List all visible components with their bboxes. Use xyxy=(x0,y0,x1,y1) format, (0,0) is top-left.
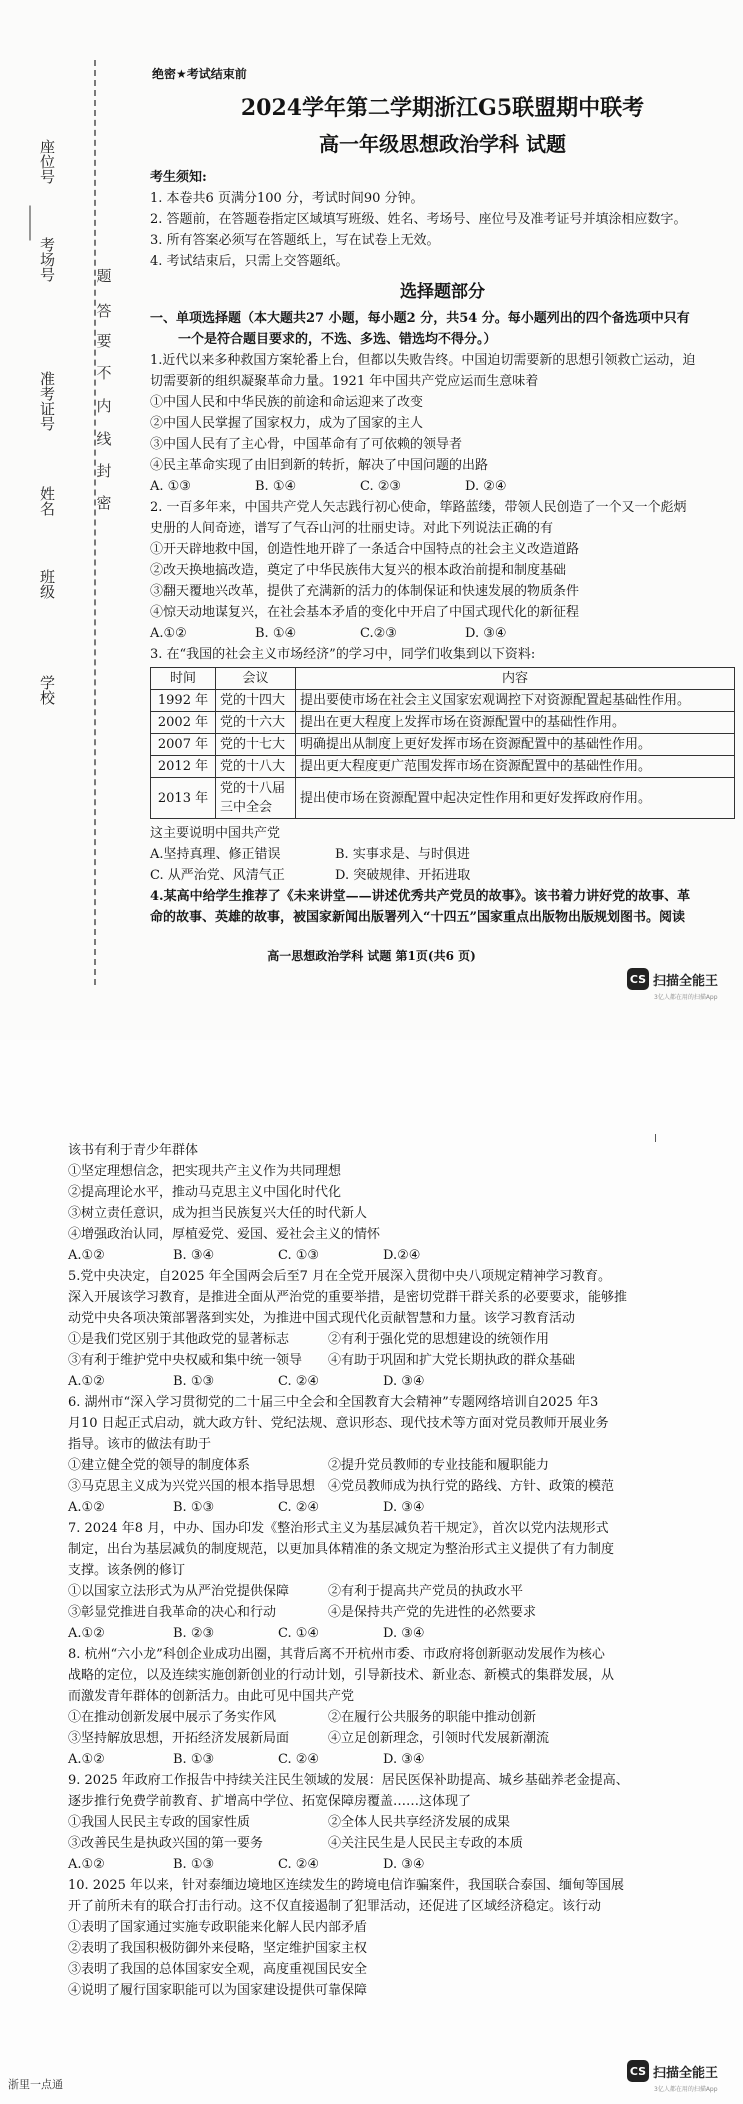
option-a: A.①② xyxy=(68,1374,105,1389)
statement-item: ①表明了国家通过实施专政职能来化解人民内部矛盾 xyxy=(68,1920,368,1935)
question-stem: 开了前所未有的联合打击行动。这不仅直接遏制了犯罪活动，还促进了区域经济稳定。该行动 xyxy=(68,1899,602,1914)
cell-meeting: 党的十八大 xyxy=(216,756,296,778)
cell-year: 2012 年 xyxy=(151,756,216,778)
statement-pair xyxy=(68,1350,668,1371)
question-stem: 逐步推行免费学前教育、扩增高中学位、拓宽保障房覆盖……这体现了 xyxy=(68,1794,472,1809)
statement-item: ②有利于提高共产党员的执政水平 xyxy=(328,1584,524,1599)
statement-item: ①我国人民民主专政的国家性质 xyxy=(68,1815,251,1830)
cell-year: 1992 年 xyxy=(151,690,216,712)
question-stem: 命的故事、英雄的故事，被国家新闻出版署列入“十四五”国家重点出版物出版规划图书。阅读 xyxy=(150,910,685,925)
statement-item: ③改善民生是执政兴国的第一要务 xyxy=(68,1836,264,1851)
statement-item: ②全体人民共享经济发展的成果 xyxy=(328,1815,511,1830)
statement-item: ④是保持共产党的先进性的必然要求 xyxy=(328,1605,537,1620)
question-stem: 该书有利于青少年群体 xyxy=(68,1143,199,1158)
statement-pair xyxy=(68,1455,668,1476)
question-stem: 战略的定位，以及连续实施创新创业的行动计划，引导新技术、新业态、新模式的集群发展，从 xyxy=(68,1668,615,1683)
page1-content xyxy=(150,64,735,928)
header-content: 内容 xyxy=(296,668,735,690)
statement-item: ③彰显党推进自我革命的决心和行动 xyxy=(68,1605,277,1620)
cell-content: 明确提出从制度上更好发挥市场在资源配置中的基础性作用。 xyxy=(296,734,735,756)
note-item: 1. 本卷共6 页满分100 分，考试时间90 分钟。 xyxy=(150,191,424,206)
school-label: 学校 xyxy=(40,674,56,707)
statement-item: ②有利于强化党的思想建设的统领作用 xyxy=(328,1332,550,1347)
ticket-number-label: 准考证号 xyxy=(40,370,56,433)
table-row xyxy=(151,756,735,778)
header-meeting: 会议 xyxy=(216,668,296,690)
option-a: A.①② xyxy=(68,1857,105,1872)
statement-item: ③树立责任意识，成为担当民族复兴大任的时代新人 xyxy=(68,1206,368,1221)
statement-item: ③中国人民有了主心骨，中国革命有了可依赖的领导者 xyxy=(150,437,463,452)
seal-char: 密 xyxy=(96,494,112,512)
table-row xyxy=(151,712,735,734)
statement-item: ③翻天覆地兴改革，提供了充满新的活力的体制保证和快速发展的物质条件 xyxy=(150,584,580,599)
option-d: D. ③④ xyxy=(383,1500,425,1515)
question-stem: 这主要说明中国共产党 xyxy=(150,826,281,841)
class-label: 班级 xyxy=(40,568,56,601)
option-a: A.①② xyxy=(68,1248,105,1263)
instruction-line: 一个是符合题目要求的，不选、多选、错选均不得分。） xyxy=(178,332,497,347)
exam-page-1 xyxy=(0,0,743,1040)
statement-pair xyxy=(68,1329,668,1350)
option-d: D. ②④ xyxy=(465,479,507,494)
scanner-subtitle: 3亿人都在用的扫描App xyxy=(654,994,718,1001)
statement-item: ④立足创新理念，引领时代发展新潮流 xyxy=(328,1731,550,1746)
option-c: C. ②④ xyxy=(278,1857,320,1872)
exam-title: 2024学年第二学期浙江G5联盟期中联考 xyxy=(240,95,645,121)
seal-char: 线 xyxy=(96,430,112,448)
option-b: B. ①③ xyxy=(173,1500,215,1515)
question-stem: 9. 2025 年政府工作报告中持续关注民生领域的发展：居民医保补助提高、城乡基础养老金提高、 xyxy=(68,1773,629,1788)
camscanner-logo-icon: CS xyxy=(627,2060,649,2082)
question-stem: 10. 2025 年以来，针对泰缅边境地区连续发生的跨境电信诈骗案件，我国联合泰国、缅甸等国展 xyxy=(68,1878,625,1893)
cell-meeting: 党的十八届三中全会 xyxy=(216,778,296,819)
question-10 xyxy=(68,1875,668,2001)
question-stem: 7. 2024 年8 月，中办、国办印发《整治形式主义为基层减负若干规定》，首次以党内法规形式 xyxy=(68,1521,609,1536)
question-stem: 1.近代以来多种救国方案轮番上台，但都以失败告终。中国迫切需要新的思想引领救亡运动，迫 xyxy=(150,353,696,368)
exam-room-label: 考场号 xyxy=(40,236,56,284)
name-label: 姓名 xyxy=(40,485,56,518)
statement-item: ③表明了我国的总体国家安全观，高度重视国民安全 xyxy=(68,1962,368,1977)
question-stem: 3. 在“我国的社会主义市场经济”的学习中，同学们收集到以下资料: xyxy=(150,647,536,662)
question-stem: 深入开展该学习教育，是推进全面从严治党的重要举措，是密切党群干群关系的必要要求，能够推 xyxy=(68,1290,628,1305)
statement-pair xyxy=(68,1581,668,1602)
question-stem: 而激发青年群体的创新活力。由此可见中国共产党 xyxy=(68,1689,355,1704)
option-b: B. 实事求是、与时俱进 xyxy=(335,847,470,862)
statement-pair xyxy=(68,1602,668,1623)
answer-options xyxy=(68,1854,668,1875)
note-item: 3. 所有答案必须写在答题纸上，写在试卷上无效。 xyxy=(150,233,440,248)
question-stem: 切需要新的组织凝聚革命力量。1921 年中国共产党应运而生意味着 xyxy=(150,374,539,389)
option-a: A.①② xyxy=(68,1752,105,1767)
statement-item: ④惊天动地谋复兴，在社会基本矛盾的变化中开启了中国式现代化的新征程 xyxy=(150,605,580,620)
seat-number-line xyxy=(30,206,31,241)
statement-item: ②表明了我国积极防御外来侵略，坚定维护国家主权 xyxy=(68,1941,368,1956)
meeting-table xyxy=(150,667,735,819)
statement-item: ①以国家立法形式为从严治党提供保障 xyxy=(68,1584,290,1599)
statement-item: ①在推动创新发展中展示了务实作风 xyxy=(68,1710,277,1725)
cell-meeting: 党的十四大 xyxy=(216,690,296,712)
answer-options xyxy=(68,1371,668,1392)
question-stem: 指导。该市的做法有助于 xyxy=(68,1437,212,1452)
statement-item: ③有利于维护党中央权威和集中统一领导 xyxy=(68,1353,303,1368)
question-stem: 4.某高中给学生推荐了《未来讲堂——讲述优秀共产党员的故事》。该书着力讲好党的故事、革 xyxy=(150,889,691,904)
scanner-watermark xyxy=(627,968,718,990)
question-7 xyxy=(68,1518,668,1644)
cell-year: 2007 年 xyxy=(151,734,216,756)
seal-char: 题 xyxy=(96,267,112,285)
question-stem: 史册的人间奇迹，谱写了气吞山河的壮丽史诗。对此下列说法正确的有 xyxy=(150,521,554,536)
seal-char: 封 xyxy=(96,462,112,480)
option-c: C. 从严治党、风清气正 xyxy=(150,868,285,883)
exam-subtitle: 高一年级思想政治学科 试题 xyxy=(319,132,566,156)
question-2 xyxy=(150,497,735,644)
question-9 xyxy=(68,1770,668,1875)
cell-year: 2013 年 xyxy=(151,778,216,819)
question-stem: 制定，出台为基层减负的制度规范，以更加具体精准的条文规定为整治形式主义提供了有力制度 xyxy=(68,1542,615,1557)
note-item: 4. 考试结束后，只需上交答题纸。 xyxy=(150,254,349,269)
table-header-row xyxy=(151,668,735,690)
statement-item: ④关注民生是人民民主专政的本质 xyxy=(328,1836,524,1851)
answer-options xyxy=(68,1749,668,1770)
cell-content: 提出要使市场在社会主义国家宏观调控下对资源配置起基础性作用。 xyxy=(296,690,735,712)
option-b: B. ①③ xyxy=(173,1857,215,1872)
question-stem: 月10 日起正式启动，就大政方针、党纪法规、意识形态、现代技术等方面对党员教师开展业务 xyxy=(68,1416,609,1431)
option-d: D. ③④ xyxy=(383,1752,425,1767)
statement-item: ②中国人民掌握了国家权力，成为了国家的主人 xyxy=(150,416,424,431)
seal-char: 答 xyxy=(96,302,112,320)
notes-title: 考生须知: xyxy=(150,170,207,185)
question-8 xyxy=(68,1644,668,1770)
question-stem: 2. 一百多年来，中国共产党人矢志践行初心使命，筚路蓝缕，带领人民创造了一个又一个彪炳 xyxy=(150,500,687,515)
option-c: C. ②④ xyxy=(278,1374,320,1389)
option-d: D.②④ xyxy=(383,1248,421,1263)
source-watermark: 浙里一点通 xyxy=(8,2078,63,2091)
header-year: 时间 xyxy=(151,668,216,690)
option-c: C. ①④ xyxy=(278,1626,320,1641)
statement-item: ④民主革命实现了由旧到新的转折，解决了中国问题的出路 xyxy=(150,458,489,473)
question-stem: 支撑。该条例的修订 xyxy=(68,1563,186,1578)
option-d: D. ③④ xyxy=(383,1374,425,1389)
statement-item: ④增强政治认同，厚植爱党、爱国、爱社会主义的情怀 xyxy=(68,1227,381,1242)
statement-pair xyxy=(68,1728,668,1749)
option-d: D. ③④ xyxy=(465,626,507,641)
option-c: C. ②③ xyxy=(360,479,402,494)
question-stem: 动党中央各项决策部署落到实处，为推进中国式现代化贡献智慧和力量。该学习教育活动 xyxy=(68,1311,576,1326)
statement-item: ③马克思主义成为兴党兴国的根本指导思想 xyxy=(68,1479,316,1494)
question-5 xyxy=(68,1266,668,1392)
question-4 xyxy=(150,886,735,928)
question-stem: 6. 湖州市“深入学习贯彻党的二十届三中全会和全国教育大会精神”专题网络培训自2025 年3 xyxy=(68,1395,599,1410)
question-stem: 5.党中央决定，自2025 年全国两会后至7 月在全党开展深入贯彻中央八项规定精神学习教育。 xyxy=(68,1269,612,1284)
answer-options xyxy=(68,1245,668,1266)
option-a: A.坚持真理、修正错误 xyxy=(150,847,281,862)
statement-pair xyxy=(68,1707,668,1728)
statement-item: ③坚持解放思想，开拓经济发展新局面 xyxy=(68,1731,290,1746)
statement-item: ④党员教师成为执行党的路线、方针、政策的模范 xyxy=(328,1479,615,1494)
note-item: 2. 答题前，在答题卷指定区域填写班级、姓名、考场号、座位号及准考证号并填涂相应数字。 xyxy=(150,212,687,227)
question-4-cont xyxy=(68,1140,668,1266)
cell-meeting: 党的十七大 xyxy=(216,734,296,756)
cell-content: 提出更大程度更广范围发挥市场在资源配置中的基础性作用。 xyxy=(296,756,735,778)
statement-item: ②改天换地搞改造，奠定了中华民族伟大复兴的根本政治前提和制度基础 xyxy=(150,563,567,578)
page-footer: 高一思想政治学科 试题 第1页(共6 页) xyxy=(267,949,476,963)
section-title: 选择题部分 xyxy=(400,282,485,302)
answer-options xyxy=(150,476,735,497)
question-stem: 8. 杭州“六小龙”科创企业成功出圈，其背后离不开杭州市委、市政府将创新驱动发展作为核心 xyxy=(68,1647,605,1662)
binding-dashed-line xyxy=(94,60,96,985)
option-a: A.①② xyxy=(68,1626,105,1641)
question-6 xyxy=(68,1392,668,1518)
table-row xyxy=(151,690,735,712)
statement-item: ④说明了履行国家职能可以为国家建设提供可靠保障 xyxy=(68,1983,368,1998)
option-c: C. ①③ xyxy=(278,1248,320,1263)
answer-options xyxy=(68,1497,668,1518)
question-3 xyxy=(150,644,735,886)
answer-options xyxy=(150,865,735,886)
seal-char: 内 xyxy=(96,397,112,415)
seat-number-label: 座位号 xyxy=(40,138,56,186)
question-1 xyxy=(150,350,735,497)
option-a: A.①② xyxy=(150,626,187,641)
statement-item: ④有助于巩固和扩大党长期执政的群众基础 xyxy=(328,1353,576,1368)
option-c: C. ②④ xyxy=(278,1500,320,1515)
answer-options xyxy=(150,623,735,644)
cell-content: 提出在更大程度上发挥市场在资源配置中的基础性作用。 xyxy=(296,712,735,734)
statement-pair xyxy=(68,1476,668,1497)
option-d: D. ③④ xyxy=(383,1857,425,1872)
cell-content: 提出使市场在资源配置中起决定性作用和更好发挥政府作用。 xyxy=(296,778,735,819)
scanner-subtitle: 3亿人都在用的扫描App xyxy=(654,2086,718,2093)
table-row xyxy=(151,734,735,756)
table-row xyxy=(151,778,735,819)
seal-char: 不 xyxy=(96,364,112,382)
answer-options xyxy=(68,1623,668,1644)
scanner-brand: 扫描全能王 xyxy=(653,973,719,989)
option-d: D. 突破规律、开拓进取 xyxy=(335,868,471,883)
answer-options xyxy=(150,844,735,865)
option-a: A.①② xyxy=(68,1500,105,1515)
cell-meeting: 党的十六大 xyxy=(216,712,296,734)
statement-pair xyxy=(68,1833,668,1854)
option-a: A. ①③ xyxy=(150,479,191,494)
option-d: D. ③④ xyxy=(383,1626,425,1641)
statement-item: ①建立健全党的领导的制度体系 xyxy=(68,1458,251,1473)
cell-year: 2002 年 xyxy=(151,712,216,734)
option-c: C. ②④ xyxy=(278,1752,320,1767)
statement-item: ①是我们党区别于其他政党的显著标志 xyxy=(68,1332,290,1347)
statement-item: ①坚定理想信念，把实现共产主义作为共同理想 xyxy=(68,1164,342,1179)
statement-item: ①中国人民和中华民族的前途和命运迎来了改变 xyxy=(150,395,424,410)
statement-pair xyxy=(68,1812,668,1833)
option-b: B. ①④ xyxy=(255,626,297,641)
statement-item: ①开天辟地救中国，创造性地开辟了一条适合中国特点的社会主义改造道路 xyxy=(150,542,580,557)
statement-item: ②提升党员教师的专业技能和履职能力 xyxy=(328,1458,550,1473)
page2-content xyxy=(68,1140,668,2001)
option-c: C.②③ xyxy=(360,626,397,641)
statement-item: ②在履行公共服务的职能中推动创新 xyxy=(328,1710,537,1725)
secret-mark: 绝密★考试结束前 xyxy=(152,67,247,81)
option-b: B. ①③ xyxy=(173,1374,215,1389)
scanner-watermark xyxy=(627,2060,718,2082)
scanner-brand: 扫描全能王 xyxy=(653,2065,719,2081)
seal-char: 要 xyxy=(96,332,112,350)
option-b: B. ①③ xyxy=(173,1752,215,1767)
statement-item: ②提高理论水平，推动马克思主义中国化时代化 xyxy=(68,1185,342,1200)
option-b: B. ①④ xyxy=(255,479,297,494)
instruction-line: 一、单项选择题（本大题共27 小题，每小题2 分，共54 分。每小题列出的四个备选项中只有 xyxy=(150,311,690,326)
option-b: B. ②③ xyxy=(173,1626,215,1641)
option-b: B. ③④ xyxy=(173,1248,215,1263)
exam-page-2 xyxy=(0,1040,743,2104)
camscanner-logo-icon: CS xyxy=(627,968,649,990)
